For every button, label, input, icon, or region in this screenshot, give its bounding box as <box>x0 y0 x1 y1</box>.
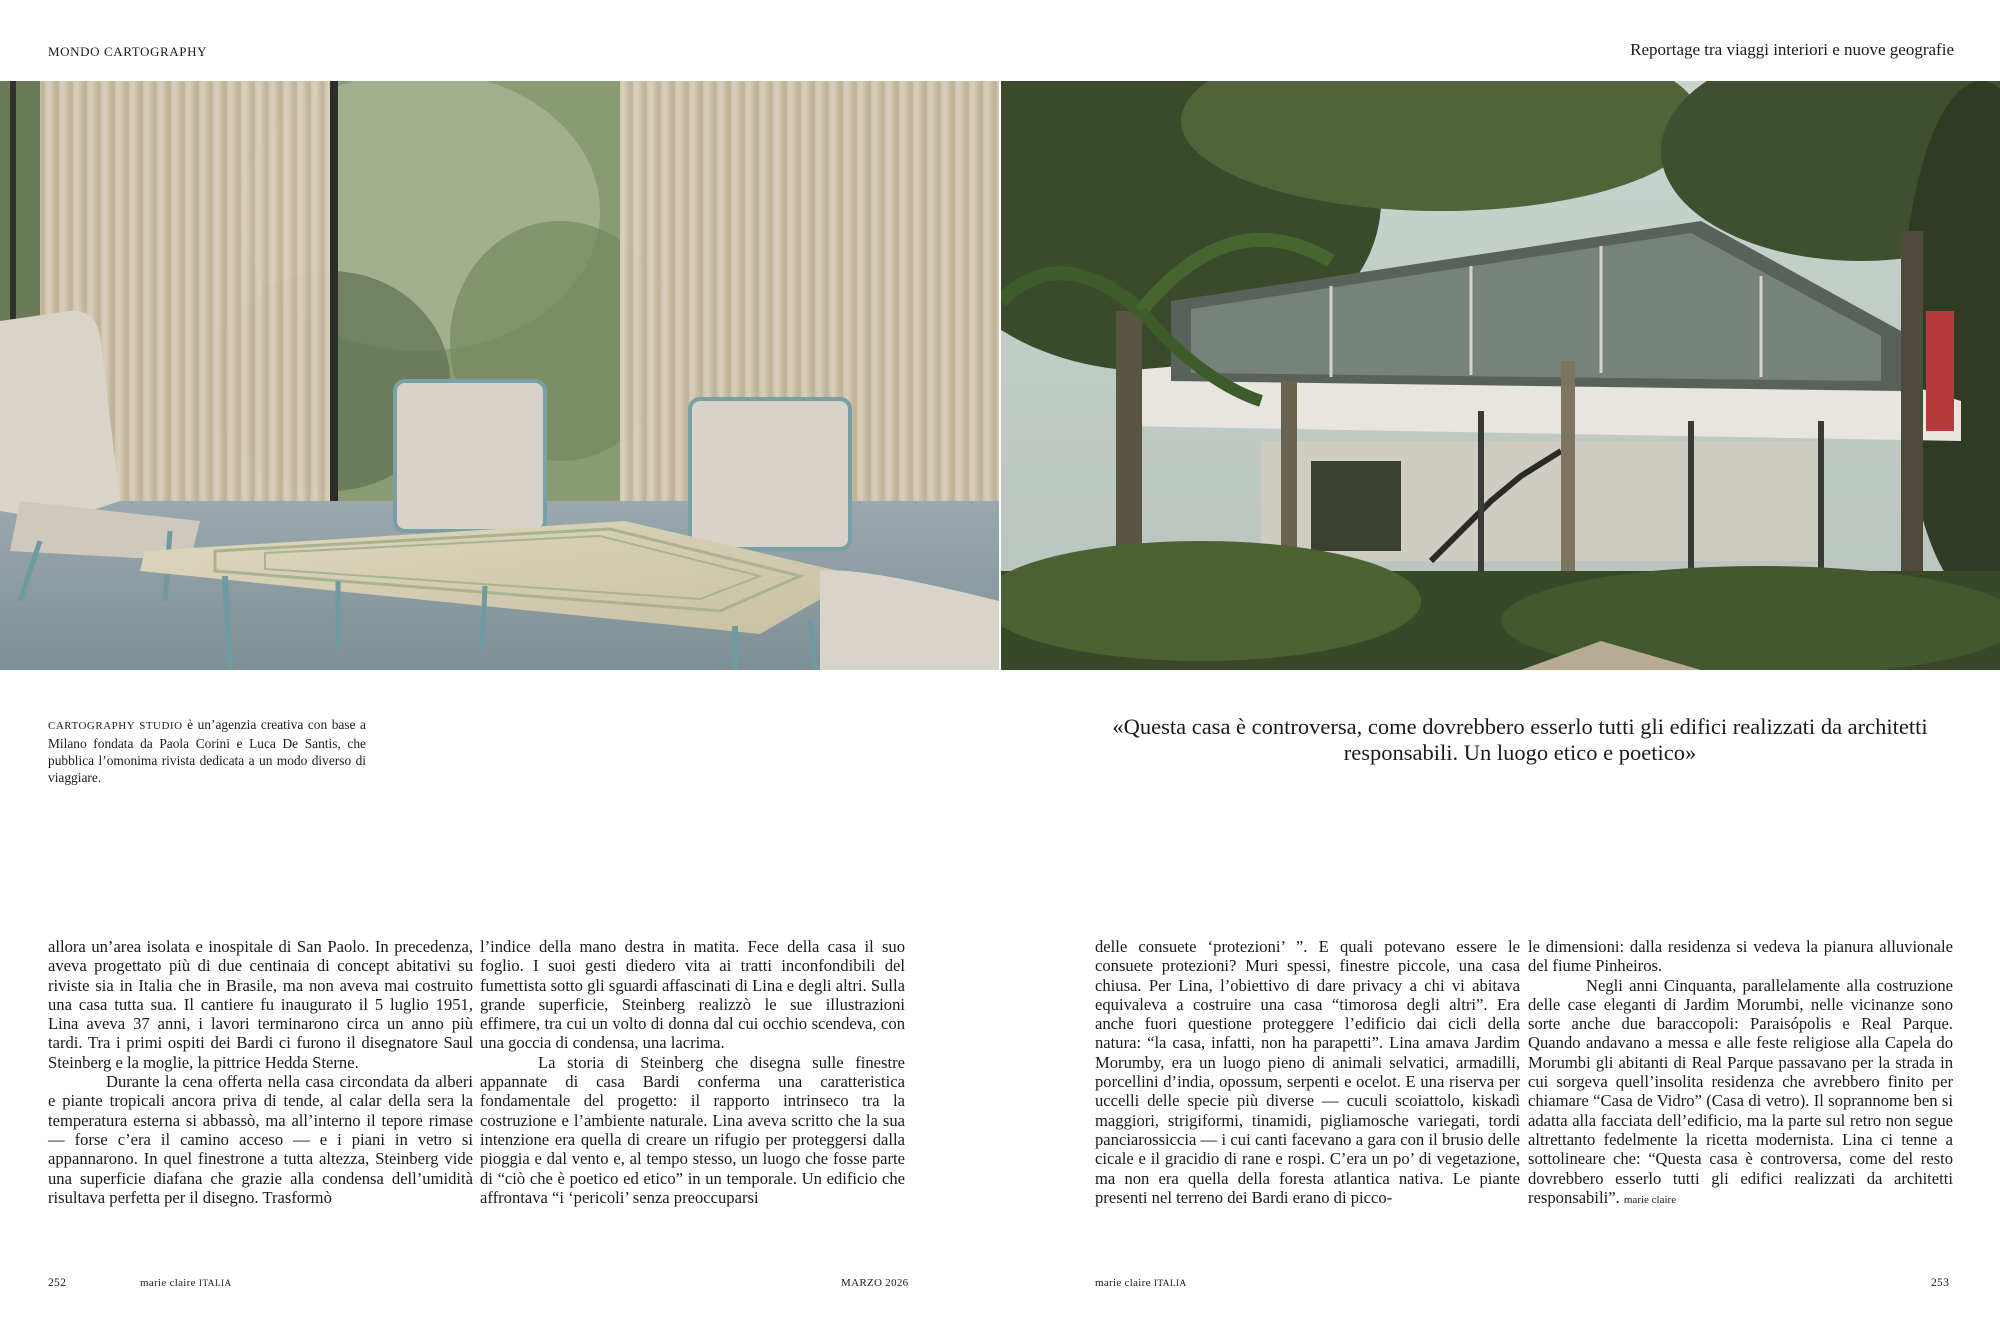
section-header: MONDO CARTOGRAPHY <box>48 44 208 59</box>
footer-date: MARZO 2026 <box>841 1277 909 1289</box>
footer-mag-suffix: ITALIA <box>1153 1279 1187 1289</box>
paragraph: l’indice della mano destra in matita. Fece della casa il suo foglio. I suoi gesti diedero vita ai tratti inconfondibili del fumettista sotto gli sguardi affascinati di Lina e degli altri. Sulla grande superficie, Steinberg realizzò le sue illustrazioni effimere, tra cui un volto di donna dal cui occhio scendeva, con una goccia di condensa, una lacrima. <box>480 937 905 1053</box>
page-number-left: 252 <box>48 1277 67 1289</box>
house-photo-graphic <box>1001 81 2000 670</box>
footer-magazine-left <box>140 1277 232 1289</box>
paragraph: La storia di Steinberg che disegna sulle finestre appannate di casa Bardi conferma una caratteristica fondamentale del progetto: il rapporto intrinseco tra la costruzione e l’ambiente naturale. Lina aveva scritto che la sua intenzione era quella di creare un rifugio per proteggersi dalla pioggia e dal vento e, al tempo stesso, un luogo che fosse parte di “ciò che è poetico ed etico” in un temporale. Un edificio che affrontava “i ‘pericoli’ senza preoccuparsi <box>480 1052 905 1207</box>
paragraph-text: Negli anni Cinquanta, parallelamente alla costruzione delle case eleganti di Jardim Morumbi, nelle vicinanze sono sorte anche due baraccopoli: Paraisópolis e Real Parque. Quando andavano a messa e alle feste religiose alla Capela do Morumbi gli abitanti di Real Parque passavano per la strada in cui sorgeva quell’insolita residenza che avrebbero finito per chiamare “Casa de Vidro” (Casa di vetro). Il soprannome ben si adatta alla facciata dell’edificio, ma la parte sul retro non segue altrettanto fedelmente la ricetta modernista. Lina ci tenne a sottolineare che: “Questa casa è controversa, come del resto dovrebbero esserlo tutti gli edifici realizzati da architetti responsabili”. <box>1528 975 1953 1207</box>
body-column-1 <box>48 937 473 1207</box>
footer-mag-name: marie claire <box>1095 1277 1151 1289</box>
pull-quote: «Questa casa è controversa, come dovrebbero esserlo tutti gli edifici realizzati da architetti responsabili. Un luogo etico e poetico» <box>1112 714 1928 765</box>
caption-brand: CARTOGRAPHY STUDIO <box>48 720 183 732</box>
paragraph: allora un’area isolata e inospitale di San Paolo. In precedenza, aveva progettato più di due centinaia di concept abitativi su riviste sia in Italia che in Brasile, ma non aveva mai costruito una casa tutta sua. Il cantiere fu inaugurato il 5 luglio 1951, Lina aveva 37 anni, i lavori terminarono circa un anno più tardi. Tra i primi ospiti dei Bardi ci furono il disegnatore Saul Steinberg e la moglie, la pittrice Hedda Sterne. <box>48 937 473 1072</box>
interior-photo-graphic <box>0 81 999 670</box>
caption-text: è un’agenzia creativa con base a Milano fondata da Paola Corini e Luca De Santis, che pubblica l’omonima rivista dedicata a un modo diverso di viaggiare. <box>48 717 366 785</box>
footer-magazine-right <box>1095 1277 1187 1289</box>
body-column-4 <box>1528 937 1953 1210</box>
paragraph: delle consuete ‘protezioni’ ”. E quali potevano essere le consuete protezioni? Muri spessi, finestre piccole, una casa chiusa. Per Lina, l’obiettivo di dare privacy a chi vi abitava equivaleva a costruire una casa “timorosa degli altri”. Era anche fuori questione proteggere l’edificio dai cicli della natura: “la casa, infatti, non ha parapetti”. Lina amava Jardim Morumby, era un luogo pieno di animali selvatici, armadilli, porcellini d’india, opossum, serpenti e ocelot. E una riserva per uccelli delle specie più diverse — cuculi scoiattolo, kiskadì maggiori, strigiformi, tinamidi, pigliamosche variegati, tordi panciarossiccia — i cui canti facevano a gara con il brusio delle cicale e il gracidio di rane e rospi. C’era un po’ di vegetazione, ma non era quella della foresta atlantica nativa. Le piante presenti nel terreno dei Bardi erano di picco- <box>1095 937 1520 1207</box>
end-signature: marie claire <box>1623 1193 1677 1206</box>
photo-caption <box>48 716 366 786</box>
house-photo <box>1001 81 2000 670</box>
footer-mag-name: marie claire <box>140 1277 196 1289</box>
page-number-right: 253 <box>1931 1277 1950 1289</box>
section-tagline: Reportage tra viaggi interiori e nuove geografie <box>1630 40 1954 59</box>
interior-photo <box>0 81 999 670</box>
body-column-3 <box>1095 937 1520 1207</box>
paragraph <box>1528 976 1953 1211</box>
footer-mag-suffix: ITALIA <box>198 1279 232 1289</box>
paragraph: Durante la cena offerta nella casa circondata da alberi e piante tropicali ancora priva di tende, al calar della sera la temperatura esterna si abbassò, ma all’interno il tepore rimase — forse c’era il camino acceso — e i piani in vetro si appannarono. In quel finestrone a tutta altezza, Steinberg vide una superficie diafana che grazie alla condensa dell’umidità risultava perfetta per il disegno. Trasformò <box>48 1072 473 1207</box>
body-column-2 <box>480 937 905 1207</box>
paragraph: le dimensioni: dalla residenza si vedeva la pianura alluvionale del fiume Pinheiros. <box>1528 937 1953 976</box>
